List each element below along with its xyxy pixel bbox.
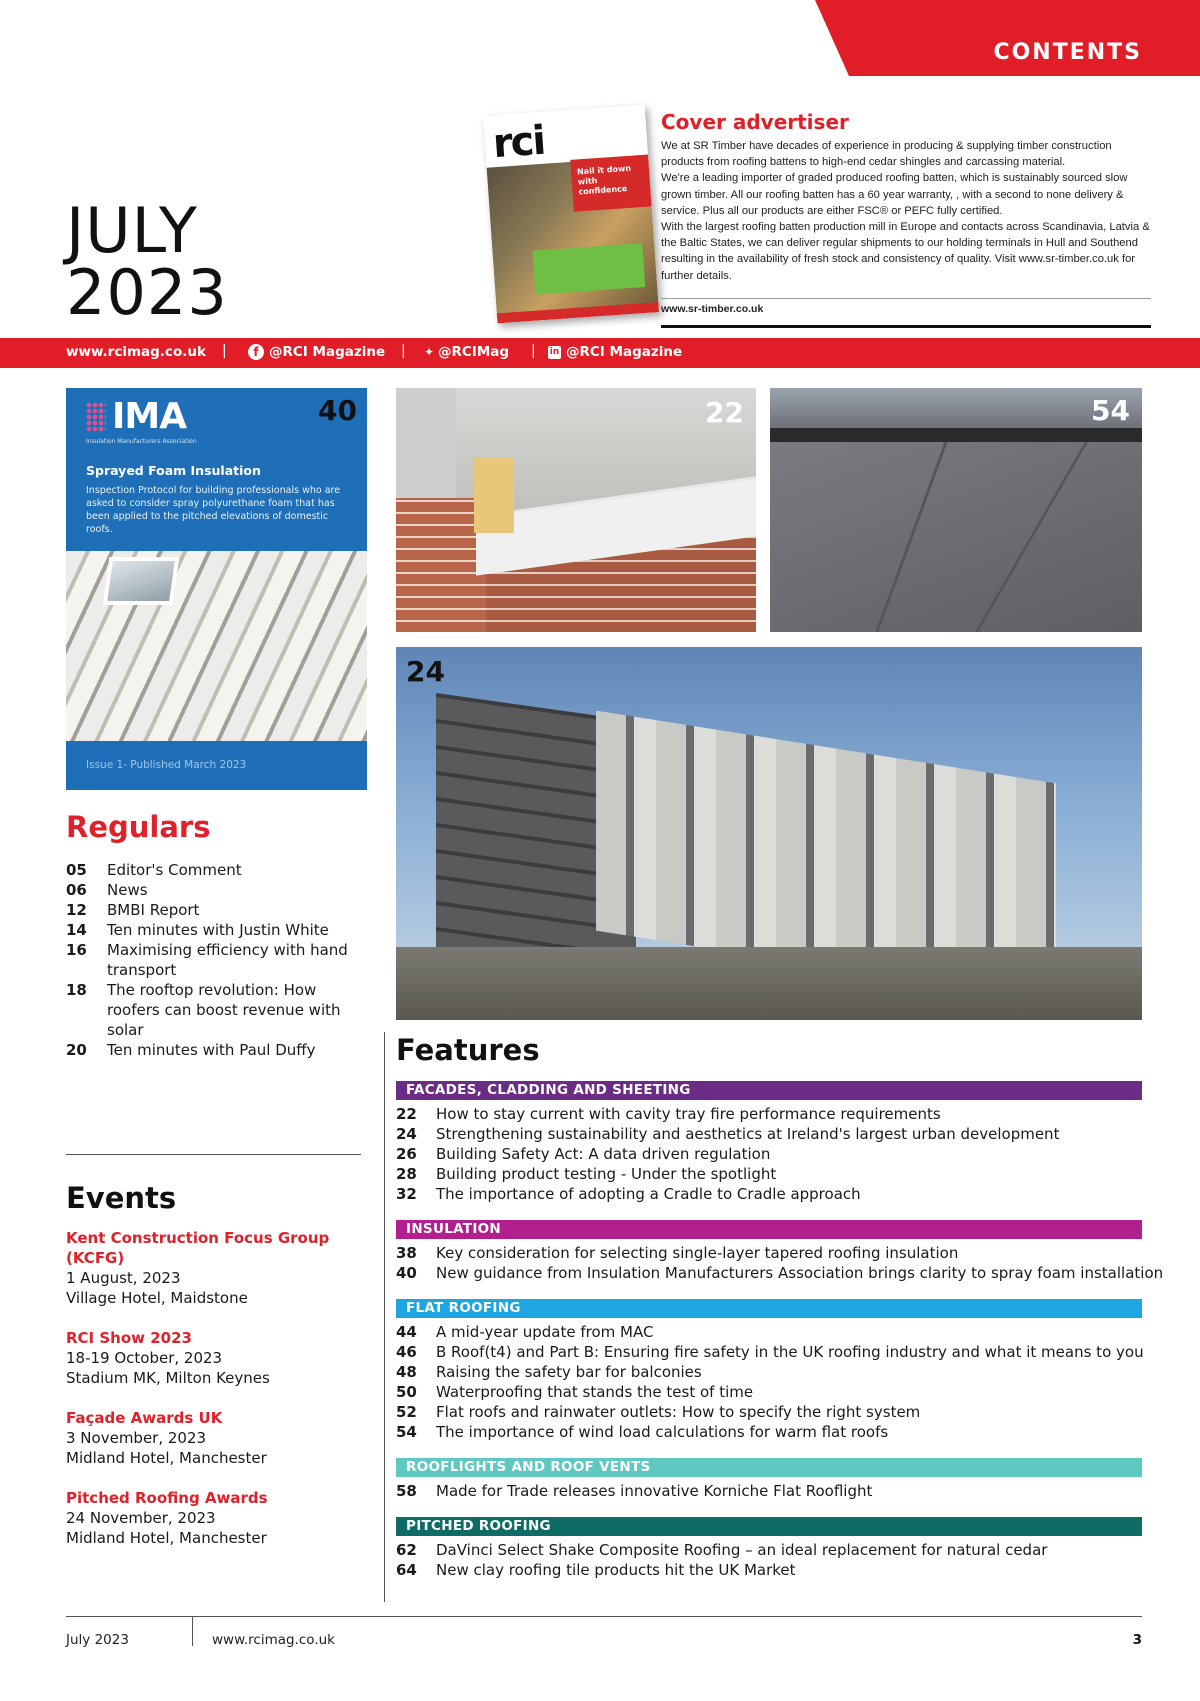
section-bar: ROOFLIGHTS AND ROOF VENTS <box>396 1458 1142 1477</box>
event-venue: Midland Hotel, Manchester <box>66 1529 267 1547</box>
separator: | <box>531 343 536 359</box>
page-number: 38 <box>396 1244 417 1262</box>
feature-section-flat-roofing <box>396 1299 1142 1442</box>
event-name: Façade Awards UK <box>66 1409 223 1427</box>
page-number: 3 <box>1132 1632 1142 1648</box>
page-number: 54 <box>396 1423 417 1441</box>
feature-section-facades <box>396 1081 1142 1204</box>
article-title: New guidance from Insulation Manufacturers Association brings clarity to spray foam installation <box>436 1264 1164 1282</box>
section-bar: FACADES, CLADDING AND SHEETING <box>396 1081 1142 1100</box>
page-number: 14 <box>66 921 87 939</box>
section-label: CONTENTS <box>993 40 1142 65</box>
article-title: Flat roofs and rainwater outlets: How to specify the right system <box>436 1403 921 1421</box>
page-number: 20 <box>66 1041 87 1059</box>
list-item[interactable] <box>396 1362 1142 1382</box>
website-link[interactable]: www.rcimag.co.uk <box>66 344 206 360</box>
list-item[interactable] <box>396 1184 1142 1204</box>
brick-corner <box>396 498 486 632</box>
features-list <box>396 1081 1164 1590</box>
event-date: 3 November, 2023 <box>66 1429 207 1447</box>
divider <box>661 325 1151 328</box>
article-title: Building product testing - Under the spotlight <box>436 1165 777 1183</box>
list-item[interactable] <box>66 900 366 920</box>
feature-section-insulation <box>396 1220 1164 1283</box>
twitter-handle: @RCIMag <box>438 344 510 360</box>
column-divider <box>384 1032 385 1602</box>
page-number: 22 <box>396 1105 417 1123</box>
facebook-icon: f <box>248 344 264 360</box>
issue-year: 2023 <box>66 256 228 329</box>
flat-roof <box>770 442 1142 632</box>
page-number: 24 <box>396 1125 417 1143</box>
cover-logo: rci <box>491 117 546 168</box>
issue-month: JULY <box>66 194 198 267</box>
feature-section-pitched-roofing <box>396 1517 1142 1580</box>
social-bar <box>0 338 1200 368</box>
event-item[interactable] <box>66 1488 366 1548</box>
regulars-list <box>66 860 366 1060</box>
footer-date: July 2023 <box>66 1632 129 1648</box>
list-item[interactable] <box>66 920 366 940</box>
cover-advertiser-title: Cover advertiser <box>661 110 849 134</box>
list-item[interactable] <box>66 860 366 880</box>
article-title: B Roof(t4) and Part B: Ensuring fire safety in the UK roofing industry and what it means to you <box>436 1343 1144 1361</box>
features-heading: Features <box>396 1033 540 1067</box>
cover-advertiser <box>661 110 1151 284</box>
separator: | <box>401 343 406 359</box>
page-number: 32 <box>396 1185 417 1203</box>
list-item[interactable] <box>66 880 366 900</box>
article-title: Raising the safety bar for balconies <box>436 1363 702 1381</box>
cover-thumbnail[interactable] <box>483 105 659 324</box>
page-number: 62 <box>396 1541 417 1559</box>
event-name: Kent Construction Focus Group (KCFG) <box>66 1229 330 1267</box>
section-bar: PITCHED ROOFING <box>396 1517 1142 1536</box>
list-item[interactable] <box>396 1263 1164 1283</box>
page-number: 28 <box>396 1165 417 1183</box>
article-title: Key consideration for selecting single-layer tapered roofing insulation <box>436 1244 959 1262</box>
feature-image-page-40[interactable] <box>66 388 367 790</box>
events-list <box>66 1228 366 1568</box>
event-date: 24 November, 2023 <box>66 1509 216 1527</box>
event-date: 1 August, 2023 <box>66 1269 181 1287</box>
list-item[interactable] <box>396 1402 1142 1422</box>
roof-window <box>103 557 180 605</box>
ima-logo-subtitle: Insulation Manufacturers Association <box>86 438 197 445</box>
list-item[interactable] <box>396 1164 1142 1184</box>
page-number: 58 <box>396 1482 417 1500</box>
list-item[interactable] <box>66 1040 366 1060</box>
twitter-icon: ✦ <box>423 345 435 359</box>
event-venue: Village Hotel, Maidstone <box>66 1289 248 1307</box>
list-item[interactable] <box>396 1243 1142 1263</box>
cover-advertiser-body <box>661 138 1151 284</box>
list-item[interactable] <box>396 1540 1142 1560</box>
article-title: Maximising efficiency with hand transport <box>107 941 348 979</box>
divider <box>66 1154 361 1155</box>
article-title: Ten minutes with Paul Duffy <box>107 1041 316 1059</box>
event-venue: Stadium MK, Milton Keynes <box>66 1369 270 1387</box>
list-item[interactable] <box>66 940 366 980</box>
feature-section-rooflights <box>396 1458 1142 1501</box>
article-title: Waterproofing that stands the test of time <box>436 1383 754 1401</box>
page-number: 46 <box>396 1343 417 1361</box>
ima-cover-description: Inspection Protocol for building professionals who are asked to consider spray polyurethane foam that has been applied to the pitched elevations of domestic roofs. <box>86 485 341 535</box>
article-title: The importance of wind load calculations for warm flat roofs <box>436 1423 889 1441</box>
event-item[interactable] <box>66 1408 366 1468</box>
list-item[interactable] <box>66 980 366 1040</box>
list-item[interactable] <box>396 1560 1142 1580</box>
section-bar: INSULATION <box>396 1220 1142 1239</box>
article-title: The importance of adopting a Cradle to Cradle approach <box>436 1185 861 1203</box>
footer-separator <box>192 1616 193 1646</box>
twitter-link[interactable] <box>422 344 509 360</box>
list-item[interactable] <box>396 1124 1142 1144</box>
spray-foam-photo <box>66 551 367 741</box>
facebook-link[interactable] <box>248 344 385 360</box>
events-heading: Events <box>66 1181 177 1215</box>
article-title: New clay roofing tile products hit the UK Market <box>436 1561 796 1579</box>
feature-image-page-24[interactable] <box>396 647 1142 1020</box>
footer-website-link[interactable]: www.rcimag.co.uk <box>212 1632 335 1648</box>
ima-cover-heading: Sprayed Foam Insulation <box>86 463 261 478</box>
page-number: 50 <box>396 1383 417 1401</box>
regulars-heading: Regulars <box>66 810 211 844</box>
page-number: 05 <box>66 861 87 879</box>
event-item[interactable] <box>66 1228 366 1308</box>
list-item[interactable] <box>396 1481 1142 1501</box>
article-title: Building Safety Act: A data driven regulation <box>436 1145 771 1163</box>
insulation-block <box>474 458 514 533</box>
list-item[interactable] <box>396 1104 1142 1124</box>
article-title: Ten minutes with Justin White <box>107 921 329 939</box>
article-title: How to stay current with cavity tray fire performance requirements <box>436 1105 941 1123</box>
event-date: 18-19 October, 2023 <box>66 1349 223 1367</box>
page-number-badge: 22 <box>705 396 744 429</box>
page-number: 44 <box>396 1323 417 1341</box>
facebook-handle: @RCI Magazine <box>269 344 386 360</box>
footer-divider <box>66 1616 1142 1617</box>
ima-logo-dots <box>86 402 106 432</box>
cover-advertiser-paragraph: We're a leading importer of graded produced roofing batten, which is sustainably sourced slow grown timber. All our roofing batten has a 60 year warranty, , with a second to none delivery & service. Plus all our products are either FSC® or PEFC fully certified. <box>661 172 1128 217</box>
article-title: Strengthening sustainability and aesthetics at Ireland's largest urban development <box>436 1125 1060 1143</box>
list-item[interactable] <box>396 1342 1142 1362</box>
list-item[interactable] <box>396 1382 1142 1402</box>
article-title: DaVinci Select Shake Composite Roofing – an ideal replacement for natural cedar <box>436 1541 1048 1559</box>
article-title: A mid-year update from MAC <box>436 1323 654 1341</box>
feature-image-page-54[interactable] <box>770 388 1142 632</box>
article-title: Editor's Comment <box>107 861 242 879</box>
page-number: 64 <box>396 1561 417 1579</box>
advertiser-link[interactable]: www.sr-timber.co.uk <box>661 303 764 315</box>
list-item[interactable] <box>396 1322 1142 1342</box>
separator: | <box>222 343 227 359</box>
page-number: 16 <box>66 941 87 959</box>
event-name: RCI Show 2023 <box>66 1329 192 1347</box>
divider <box>661 298 1151 299</box>
page-number: 52 <box>396 1403 417 1421</box>
cover-tagline-box <box>570 154 651 211</box>
ground <box>396 947 1142 1020</box>
linkedin-handle: @RCI Magazine <box>566 344 683 360</box>
page-number-badge: 40 <box>318 394 357 427</box>
cover-advert-box <box>532 243 645 295</box>
issue-date <box>66 194 228 329</box>
cover-advertiser-paragraph: With the largest roofing batten production mill in Europe and contacts across Scandinavia, Latvia & the Baltic States, we can deliver regular shipments to our holding terminals in Hull and Southend resulting in the availability of fresh stock and consistency of quality. Visit www.sr-timber.co.uk for further details. <box>661 221 1150 282</box>
article-title: The rooftop revolution: How roofers can boost revenue with solar <box>107 981 341 1039</box>
article-title: News <box>107 881 148 899</box>
event-item[interactable] <box>66 1328 366 1388</box>
contents-tab <box>815 0 1200 76</box>
list-item[interactable] <box>396 1422 1142 1442</box>
feature-image-page-22[interactable] <box>396 388 756 632</box>
page-number-badge: 24 <box>406 655 445 688</box>
article-title: BMBI Report <box>107 901 200 919</box>
ima-issue-note: Issue 1- Published March 2023 <box>86 759 247 771</box>
page-number-badge: 54 <box>1091 394 1130 427</box>
page-number: 26 <box>396 1145 417 1163</box>
list-item[interactable] <box>396 1144 1142 1164</box>
page-number: 48 <box>396 1363 417 1381</box>
page-number: 18 <box>66 981 87 999</box>
cover-advertiser-paragraph: We at SR Timber have decades of experience in producing & supplying timber construction products from roofing battens to high-end cedar shingles and carcassing material. <box>661 140 1112 169</box>
ima-cover-footer <box>66 741 367 790</box>
linkedin-link[interactable] <box>548 344 682 360</box>
page-number: 12 <box>66 901 87 919</box>
event-venue: Midland Hotel, Manchester <box>66 1449 267 1467</box>
roof-edge <box>770 428 1142 442</box>
section-bar: FLAT ROOFING <box>396 1299 1142 1318</box>
page-number: 40 <box>396 1264 417 1282</box>
sky <box>770 388 1142 428</box>
linkedin-icon: in <box>549 346 560 357</box>
ima-logo: IMA <box>112 396 187 437</box>
page-number: 06 <box>66 881 87 899</box>
article-title: Made for Trade releases innovative Korniche Flat Rooflight <box>436 1482 873 1500</box>
cover-tagline: Nail it down with confidence <box>576 163 632 197</box>
event-name: Pitched Roofing Awards <box>66 1489 268 1507</box>
